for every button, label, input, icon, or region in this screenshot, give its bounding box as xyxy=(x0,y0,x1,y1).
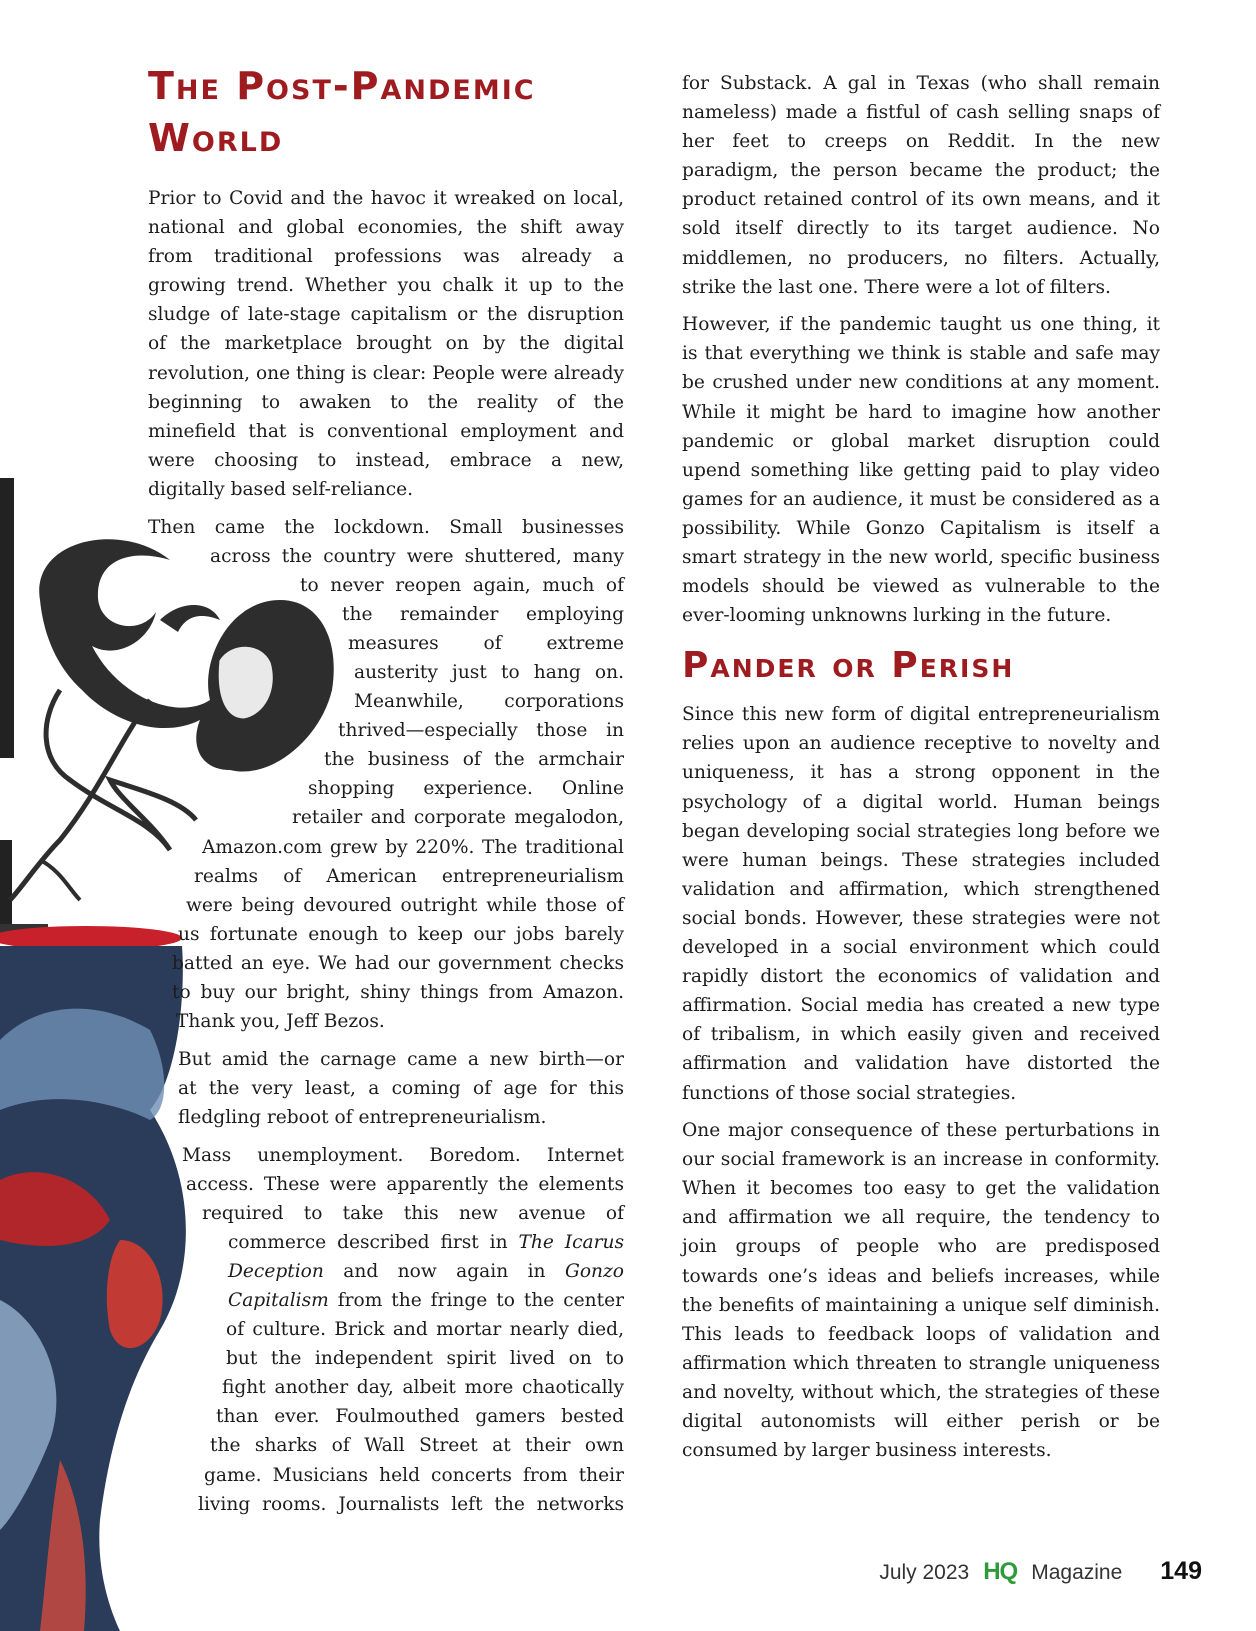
text-line xyxy=(228,1286,624,1315)
page-number: 149 xyxy=(1160,1557,1202,1585)
text-line: across the country were shuttered, many xyxy=(210,545,624,567)
text-line: game. Musicians held concerts from their xyxy=(204,1464,624,1486)
paragraph: One major consequence of these perturbations in our social framework is an increase in conformity. When it becomes too easy to get the validation and affirmation we all require, the tendency to join groups of people who are predisposed towards one’s ideas and beliefs increases, while the benefits of maintaining a unique self diminish. This leads to feedback loops of validation and affirmation which threaten to strangle uniqueness and novelty, without which, the strategies of these digital autonomists will either perish or be consumed by larger business interests. xyxy=(682,1120,1160,1462)
text-line: access. These were apparently the elements xyxy=(186,1173,624,1195)
text-line: shopping experience. Online xyxy=(308,778,624,800)
text-line: to never reopen again, much of xyxy=(300,574,624,596)
paragraph-wrapped xyxy=(148,1045,624,1132)
text-line: living rooms. Journalists left the networks xyxy=(198,1493,624,1515)
text-line: at the very least, a coming of age for this xyxy=(178,1077,624,1099)
book-title: Deception xyxy=(228,1260,324,1282)
text-line: Then came the lockdown. Small businesses xyxy=(148,516,624,538)
text-line: Mass unemployment. Boredom. Internet xyxy=(182,1144,624,1166)
text-line: Thank you, Jeff Bezos. xyxy=(176,1011,385,1033)
section-heading-post-pandemic: The Post-Pandemic World xyxy=(148,64,536,160)
issue-date: July 2023 xyxy=(879,1561,970,1584)
section-heading-pander-or-perish: Pander or Perish xyxy=(682,645,1015,687)
magazine-label: Magazine xyxy=(1031,1561,1123,1584)
beam-shape xyxy=(0,478,14,758)
text-line: measures of extreme xyxy=(348,632,624,654)
text-line: realms of American entrepreneurialism xyxy=(194,865,624,887)
paragraph: Since this new form of digital entrepreneurialism relies upon an audience receptive to novelty and uniqueness, it has a strong opponent in the psychology of a digital world. Human beings began developing social strategies long before we were human beings. These strategies included validation and affirmation, which strengthened social bonds. However, these strategies were not developed in a social environment which could rapidly distort the economics of validation and affirmation. Social media has created a new type of tribalism, in which easily given and received affirmation and validation have distorted the functions of those social strategies. xyxy=(682,704,1160,1104)
text-line: fight another day, albeit more chaotically xyxy=(222,1377,624,1399)
text-line: fledgling reboot of entrepreneurialism. xyxy=(178,1106,547,1128)
text-line: batted an eye. We had our government checks xyxy=(172,952,624,974)
text-line: austerity just to hang on. xyxy=(354,662,624,683)
text-line: us fortunate enough to keep our jobs barely xyxy=(178,923,624,945)
text-line: Meanwhile, corporations xyxy=(354,691,624,713)
text-line: thrived—especially those in xyxy=(338,720,624,742)
text-fragment: from the fringe to the center xyxy=(328,1289,624,1311)
text-line: than ever. Foulmouthed gamers bested xyxy=(216,1406,624,1428)
book-title: The Icarus xyxy=(518,1231,624,1253)
text-line: Amazon.com grew by 220%. The traditional xyxy=(202,836,624,858)
text-line: to buy our bright, shiny things from Amazon. xyxy=(172,982,624,1004)
text-line xyxy=(228,1257,624,1286)
text-line: required to take this new avenue of xyxy=(202,1202,624,1224)
page-footer xyxy=(879,1557,1202,1586)
text-line: retailer and corporate megalodon, xyxy=(292,807,624,829)
text-line: But amid the carnage came a new birth—or xyxy=(178,1048,624,1070)
book-title: Capitalism xyxy=(228,1289,329,1311)
paragraph: for Substack. A gal in Texas (who shall remain nameless) made a fistful of cash selling snaps of her feet to creeps on Reddit. In the new paradigm, the person became the product; the product retained control of its own means, and it sold itself directly to its target audience. No middlemen, no producers, no filters. Actually, strike the last one. There were a lot of filters. xyxy=(682,73,1160,298)
paragraph-wrapped xyxy=(148,513,624,1037)
paragraph: However, if the pandemic taught us one thing, it is that everything we think is stable and safe may be crushed under new conditions at any moment. While it might be hard to imagine how another pandemic or global market disruption could upend something like getting paid to play video games for an audience, it must be considered as a possibility. While Gonzo Capitalism is itself a smart strategy in the new world, specific business models should be viewed as vulnerable to the ever-looming unknowns lurking in the future. xyxy=(682,314,1160,627)
text-line: but the independent spirit lived on to xyxy=(226,1348,624,1370)
left-column xyxy=(148,60,624,1527)
text-line: the remainder employing xyxy=(342,603,624,625)
text-line: were being devoured outright while those of xyxy=(186,894,624,916)
text-line: the business of the armchair xyxy=(324,749,624,771)
text-line: the sharks of Wall Street at their own xyxy=(210,1435,624,1457)
text-fragment: commerce described first in xyxy=(228,1231,519,1253)
right-column xyxy=(682,69,1160,1474)
text-line: of culture. Brick and mortar nearly died, xyxy=(226,1319,624,1341)
paragraph: Prior to Covid and the havoc it wreaked on local, national and global economies, the shift away from traditional professions was already a growing trend. Whether you chalk it up to the sludge of late-stage capitalism or the disruption of the marketplace brought on by the digital revolution, one thing is clear: People were already beginning to awaken to the reality of the minefield that is conventional employment and were choosing to instead, embrace a new, digitally based self-reliance. xyxy=(148,188,624,500)
hq-logo: HQ xyxy=(983,1558,1018,1585)
text-line xyxy=(228,1228,624,1257)
book-title: Gonzo xyxy=(564,1260,624,1282)
paragraph-wrapped xyxy=(148,1141,624,1519)
text-fragment: and now again in xyxy=(323,1260,565,1282)
